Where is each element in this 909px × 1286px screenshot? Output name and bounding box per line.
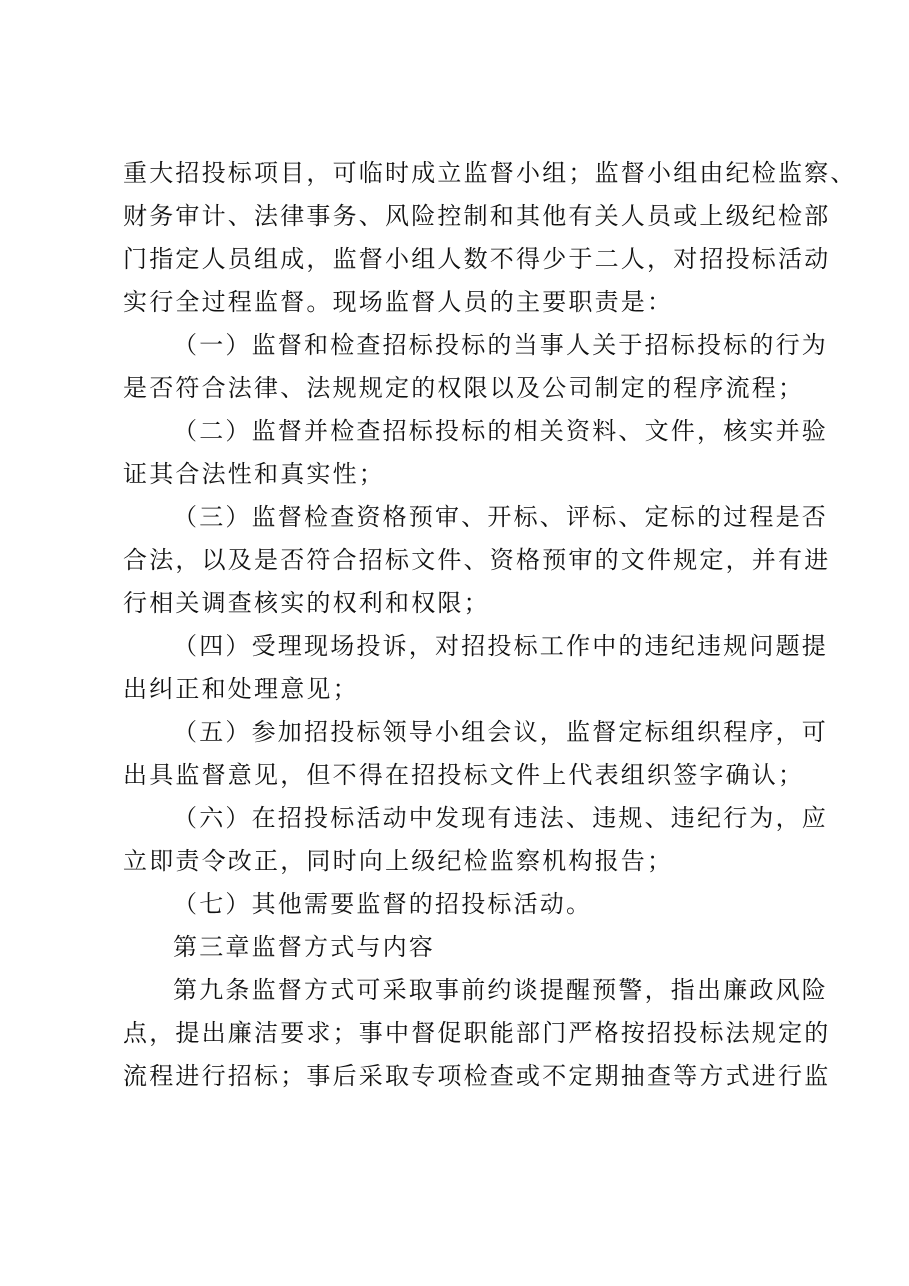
text-line: 立即责令改正，同时向上级纪检监察机构报告； — [123, 847, 674, 875]
text-line: （六）在招投标活动中发现有违法、违规、违纪行为，应 — [173, 804, 828, 832]
text-line: 行相关调查核实的权利和权限； — [123, 589, 490, 617]
text-line: 重大招投标项目，可临时成立监督小组；监督小组由纪检监察、 — [123, 159, 857, 187]
text-line: （一）监督和检查招标投标的当事人关于招标投标的行为 — [173, 331, 828, 359]
text-line: 合法，以及是否符合招标文件、资格预审的文件规定，并有进 — [123, 546, 831, 574]
text-line: （四）受理现场投诉，对招投标工作中的违纪违规问题提 — [173, 632, 828, 660]
text-line: 第九条监督方式可采取事前约谈提醒预警，指出廉政风险 — [173, 976, 828, 1004]
text-line: 点，提出廉洁要求；事中督促职能部门严格按招投标法规定的 — [123, 1019, 831, 1047]
chapter-heading: 第三章监督方式与内容 — [173, 933, 435, 961]
text-line: （五）参加招投标领导小组会议，监督定标组织程序，可 — [173, 718, 828, 746]
text-line: （三）监督检查资格预审、开标、评标、定标的过程是否 — [173, 503, 828, 531]
text-line: 门指定人员组成，监督小组人数不得少于二人，对招投标活动 — [123, 245, 831, 273]
text-line: （七）其他需要监督的招投标活动。 — [173, 890, 593, 918]
text-line: 出纠正和处理意见； — [123, 675, 359, 703]
text-line: 证其合法性和真实性； — [123, 460, 385, 488]
text-line: 实行全过程监督。现场监督人员的主要职责是： — [123, 288, 674, 316]
text-line: 出具监督意见，但不得在招投标文件上代表组织签字确认； — [123, 761, 805, 789]
text-line: 财务审计、法律事务、风险控制和其他有关人员或上级纪检部 — [123, 202, 831, 230]
document-body — [123, 152, 857, 1098]
text-line: 是否符合法律、法规规定的权限以及公司制定的程序流程； — [123, 374, 805, 402]
text-line: （二）监督并检查招标投标的相关资料、文件，核实并验 — [173, 417, 828, 445]
text-line: 流程进行招标；事后采取专项检查或不定期抽查等方式进行监 — [123, 1062, 831, 1090]
